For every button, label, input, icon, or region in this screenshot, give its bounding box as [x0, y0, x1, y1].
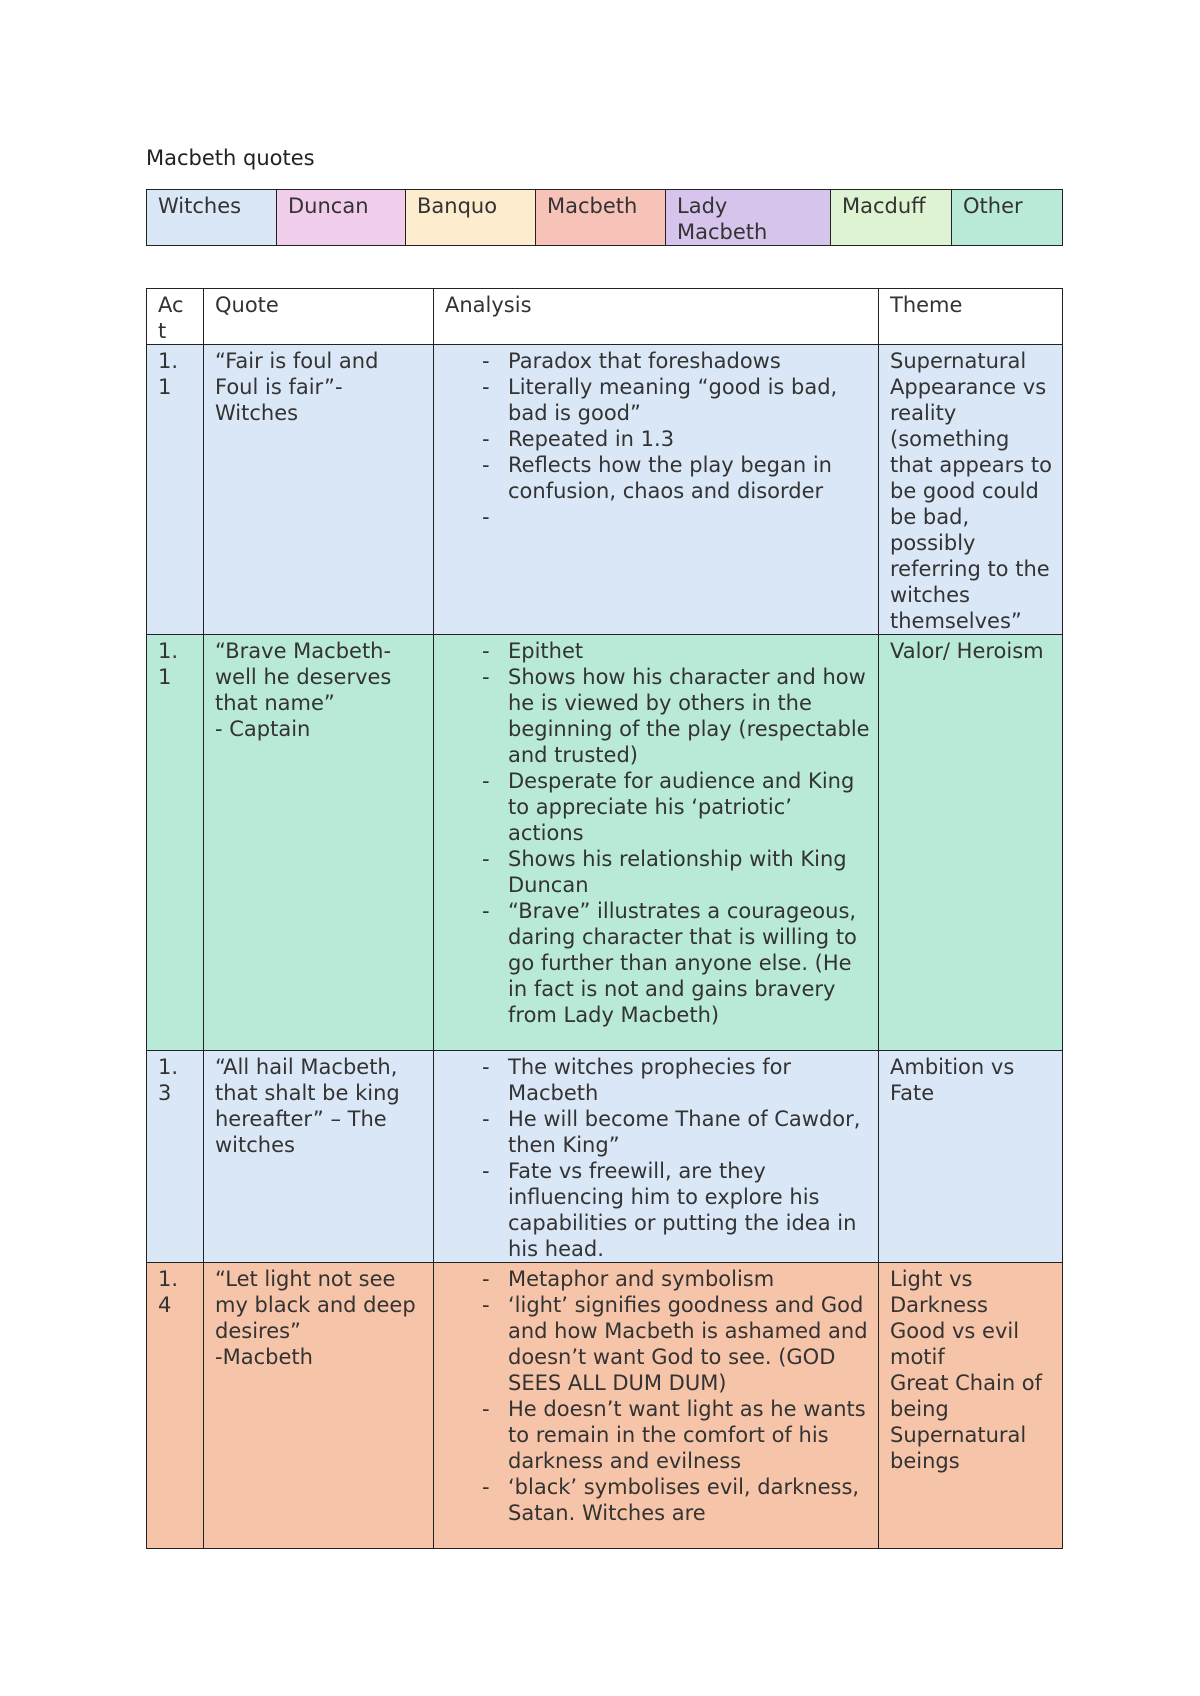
- legend-item-other: Other: [952, 190, 1063, 246]
- table-header-row: [147, 289, 1063, 345]
- row-analysis: [434, 635, 879, 1051]
- legend-row: [147, 190, 1063, 246]
- row-theme: Ambition vs Fate: [879, 1051, 1063, 1263]
- analysis-point: - Reflects how the play began in confusion, chaos and disorder: [470, 452, 870, 504]
- row-quote: “All hail Macbeth, that shalt be king hereafter” – The witches: [204, 1051, 434, 1263]
- analysis-point: - Desperate for audience and King to appreciate his ‘patriotic’ actions: [470, 768, 870, 846]
- analysis-point: - Metaphor and symbolism: [470, 1266, 870, 1292]
- row-theme: Valor/ Heroism: [879, 635, 1063, 1051]
- legend-item-witches: Witches: [147, 190, 277, 246]
- analysis-point: - ‘light’ signifies goodness and God and how Macbeth is ashamed and doesn’t want God to see. (GOD SEES ALL DUM DUM): [470, 1292, 870, 1396]
- document-title: Macbeth quotes: [146, 146, 315, 170]
- row-theme: Light vs Darkness Good vs evil motif Great Chain of being Supernatural beings: [879, 1263, 1063, 1549]
- row-act: 1. 1: [147, 635, 204, 1051]
- row-act: 1. 4: [147, 1263, 204, 1549]
- analysis-point: [470, 504, 870, 530]
- table-row: [147, 1263, 1063, 1549]
- header-act: Ac t: [147, 289, 204, 345]
- analysis-point: - ‘black’ symbolises evil, darkness, Satan. Witches are: [470, 1474, 870, 1526]
- legend-item-macduff: Macduff: [831, 190, 952, 246]
- analysis-point: - Shows his relationship with King Duncan: [470, 846, 870, 898]
- row-theme: Supernatural Appearance vs reality (something that appears to be good could be bad, possibly referring to the witches themselves”: [879, 345, 1063, 635]
- quotes-table: [146, 288, 1063, 1549]
- table-row: [147, 635, 1063, 1051]
- table-row: [147, 1051, 1063, 1263]
- analysis-point: - Repeated in 1.3: [470, 426, 870, 452]
- analysis-point: - He doesn’t want light as he wants to remain in the comfort of his darkness and evilness: [470, 1396, 870, 1474]
- row-analysis: [434, 1263, 879, 1549]
- analysis-point: - Epithet: [470, 638, 870, 664]
- legend-item-lady-macbeth: Lady Macbeth: [666, 190, 831, 246]
- row-quote: “Brave Macbeth- well he deserves that name” - Captain: [204, 635, 434, 1051]
- row-analysis: [434, 1051, 879, 1263]
- row-quote: “Let light not see my black and deep desires” -Macbeth: [204, 1263, 434, 1549]
- header-quote: Quote: [204, 289, 434, 345]
- legend-item-banquo: Banquo: [406, 190, 536, 246]
- legend-item-duncan: Duncan: [277, 190, 406, 246]
- analysis-point: - “Brave” illustrates a courageous, daring character that is willing to go further than anyone else. (He in fact is not and gains bravery from Lady Macbeth): [470, 898, 870, 1028]
- row-act: 1. 3: [147, 1051, 204, 1263]
- row-analysis: [434, 345, 879, 635]
- table-row: [147, 345, 1063, 635]
- character-color-legend: [146, 189, 1063, 246]
- analysis-point: - Paradox that foreshadows: [470, 348, 870, 374]
- header-analysis: Analysis: [434, 289, 879, 345]
- analysis-point: - Fate vs freewill, are they influencing him to explore his capabilities or putting the idea in his head.: [470, 1158, 870, 1262]
- analysis-point: - Literally meaning “good is bad, bad is good”: [470, 374, 870, 426]
- analysis-point: - Shows how his character and how he is viewed by others in the beginning of the play (respectable and trusted): [470, 664, 870, 768]
- legend-item-macbeth: Macbeth: [536, 190, 666, 246]
- header-theme: Theme: [879, 289, 1063, 345]
- row-act: 1. 1: [147, 345, 204, 635]
- row-quote: “Fair is foul and Foul is fair”- Witches: [204, 345, 434, 635]
- analysis-point: - The witches prophecies for Macbeth: [470, 1054, 870, 1106]
- analysis-point: - He will become Thane of Cawdor, then King”: [470, 1106, 870, 1158]
